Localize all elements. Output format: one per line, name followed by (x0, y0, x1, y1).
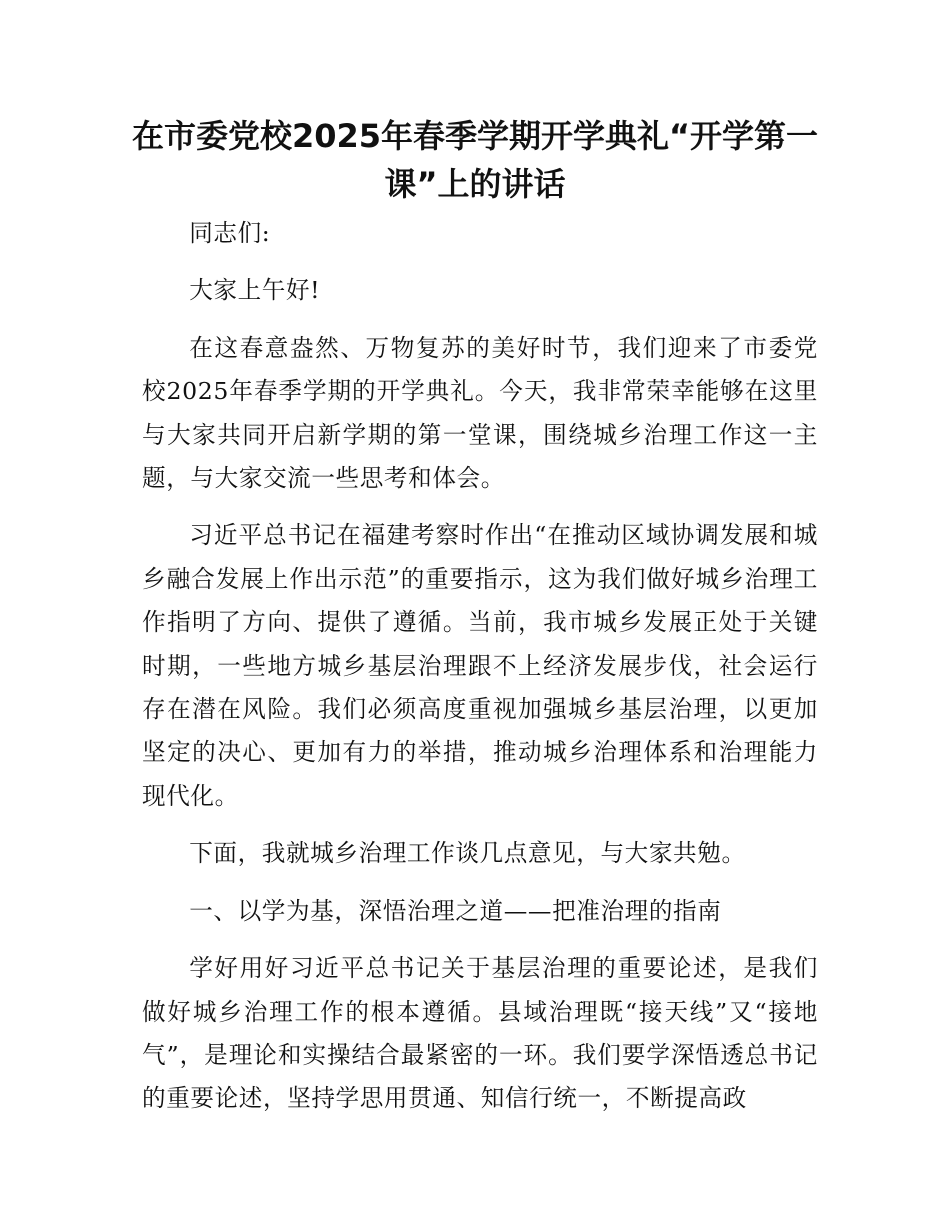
body-paragraph: 在这春意盎然、万物复苏的美好时节，我们迎来了市委党校2025年春季学期的开学典礼。今天，我非常荣幸能够在这里与大家共同开启新学期的第一堂课，围绕城乡治理工作这一主题，与大家交流一些思考和体会。 (142, 333, 818, 493)
document-title: 在市委党校2025年春季学期开学典礼“开学第一课”上的讲话 (131, 117, 819, 203)
greeting: 大家上午好! (189, 276, 321, 305)
section-heading: 一、以学为基，深悟治理之道——把准治理的指南 (189, 896, 722, 925)
body-paragraph: 下面，我就城乡治理工作谈几点意见，与大家共勉。 (189, 839, 746, 868)
body-paragraph: 学好用好习近平总书记关于基层治理的重要论述，是我们做好城乡治理工作的根本遵循。县域治理既“接天线”又“接地气”，是理论和实操结合最紧密的一环。我们要学深悟透总书记的重要论述，坚持学思用贯通、知信行统一，不断提高政 (142, 954, 818, 1113)
body-paragraph: 习近平总书记在福建考察时作出“在推动区域协调发展和城乡融合发展上作出示范”的重要指示，这为我们做好城乡治理工作指明了方向、提供了遵循。当前，我市城乡发展正处于关键时期，一些地方城乡基层治理跟不上经济发展步伐，社会运行存在潜在风险。我们必须高度重视加强城乡基层治理，以更加坚定的决心、更加有力的举措，推动城乡治理体系和治理能力现代化。 (142, 521, 818, 810)
salutation: 同志们: (189, 219, 271, 247)
document-body (142, 212, 818, 1135)
